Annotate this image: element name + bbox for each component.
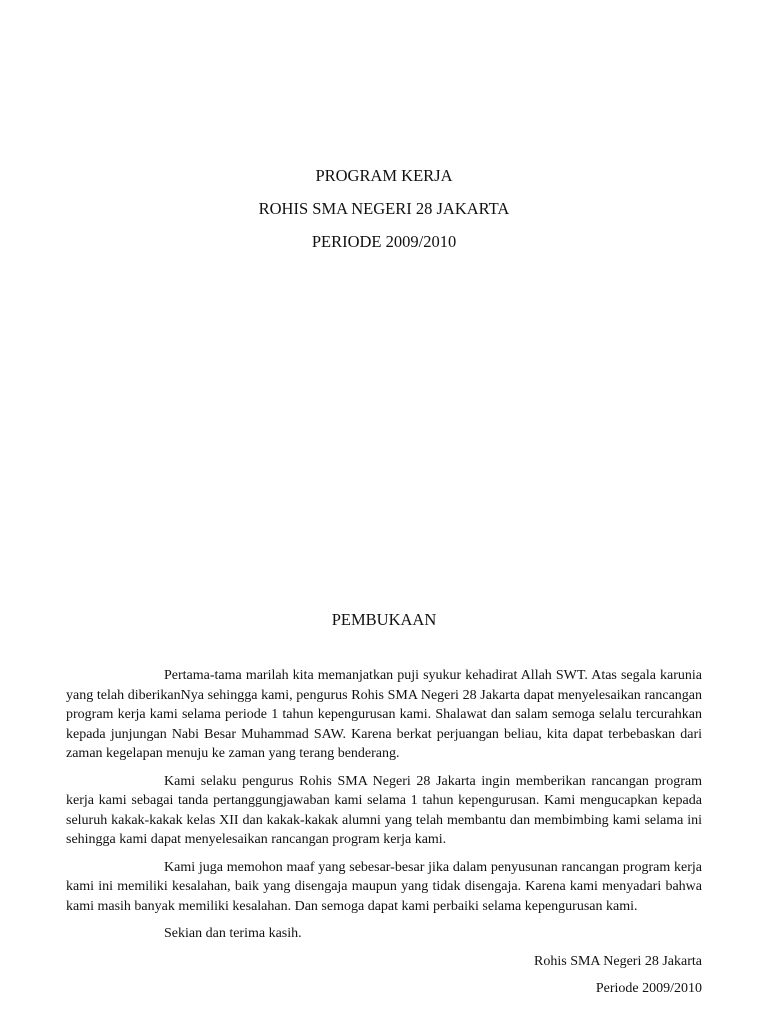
paragraph-3: Kami juga memohon maaf yang sebesar-besar jika dalam penyusunan rancangan program kerja kami ini memiliki kesalahan, baik yang disengaja maupun yang tidak disengaja. Karena kami menyadari bahwa kami masih banyak memiliki kesalahan. Dan semoga dapat kami perbaiki selama kepengurusan kami. bbox=[66, 859, 702, 914]
signature-organization: Rohis SMA Negeri 28 Jakarta bbox=[534, 953, 702, 969]
document-title bbox=[0, 165, 768, 264]
paragraph-1: Pertama-tama marilah kita memanjatkan puji syukur kehadirat Allah SWT. Atas segala karunia yang telah diberikanNya sehingga kami, pengurus Rohis SMA Negeri 28 Jakarta dapat menyelesaikan rancangan program kerja kami selama periode 1 tahun kepengurusan kami. Shalawat dan salam semoga selalu tercurahkan kepada junjungan Nabi Besar Muhammad SAW. Karena berkat perjuangan beliau, kita dapat terbebaskan dari zaman kegelapan menuju ke zaman yang terang benderang. bbox=[66, 668, 702, 761]
section-heading: PEMBUKAAN bbox=[331, 610, 437, 629]
signature-period: Periode 2009/2010 bbox=[595, 980, 702, 996]
paragraph-2: Kami selaku pengurus Rohis SMA Negeri 28 Jakarta ingin memberikan rancangan program kerja kami sebagai tanda pertanggungjawaban kami selama 1 tahun kepengurusan. Kami mengucapkan kepada seluruh kakak-kakak kelas XII dan kakak-kakak alumni yang telah membantu dan membimbing kami selama ini sehingga kami dapat menyelesaikan rancangan program kerja kami. bbox=[66, 773, 702, 847]
body-text bbox=[66, 666, 702, 1006]
title-line-2: ROHIS SMA NEGERI 28 JAKARTA bbox=[258, 199, 510, 218]
title-line-3: PERIODE 2009/2010 bbox=[311, 232, 457, 251]
closing-line: Sekian dan terima kasih. bbox=[164, 926, 302, 941]
signature-block bbox=[66, 952, 702, 1006]
title-line-1: PROGRAM KERJA bbox=[315, 166, 453, 185]
